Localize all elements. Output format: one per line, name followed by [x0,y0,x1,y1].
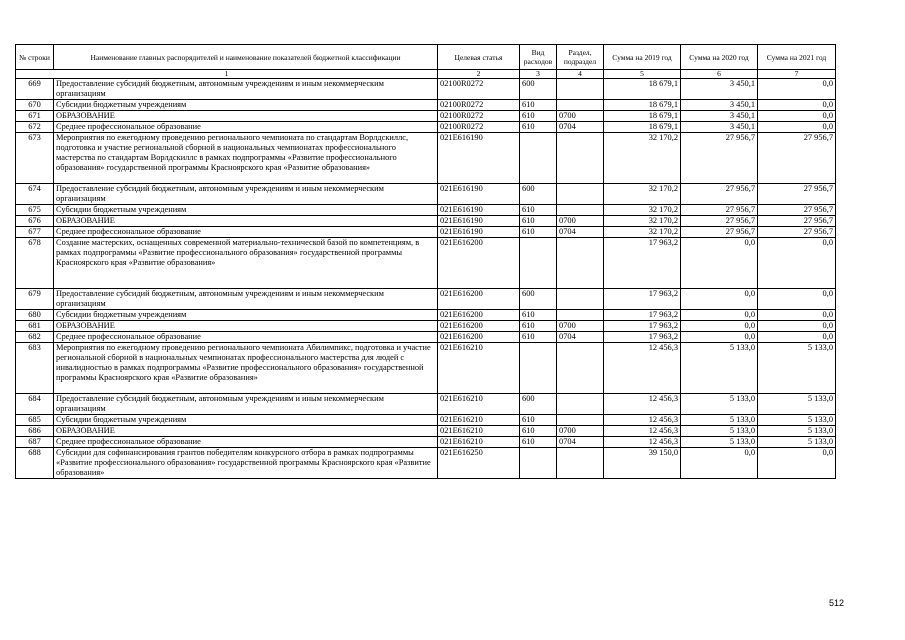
sum-2020-cell: 3 450,1 [681,100,758,111]
sum-2019-cell: 32 170,2 [604,184,681,205]
target-article-cell: 021E616210 [438,394,520,415]
column-index-row [16,70,836,79]
header-sum-2021: Сумма на 2021 год [758,45,836,70]
target-article-cell: 021E616190 [438,216,520,227]
row-name-cell: Предоставление субсидий бюджетным, автономным учреждениям и иным некоммерческим организациям [54,394,438,415]
sum-2019-cell: 18 679,1 [604,122,681,133]
sum-2019-cell: 12 456,3 [604,394,681,415]
sum-2020-cell: 5 133,0 [681,426,758,437]
sum-2020-cell: 5 133,0 [681,394,758,415]
table-row [16,184,836,205]
sum-2019-cell: 32 170,2 [604,133,681,184]
section-cell: 0700 [557,321,604,332]
table-row [16,310,836,321]
section-cell: 0700 [557,111,604,122]
column-index: 6 [681,70,758,79]
row-name-cell: Среднее профессиональное образование [54,122,438,133]
expense-type-cell [520,238,557,289]
row-number-cell: 678 [16,238,54,289]
column-index: 1 [16,70,438,79]
sum-2021-cell: 0,0 [758,310,836,321]
table-row [16,448,836,479]
sum-2020-cell: 5 133,0 [681,343,758,394]
target-article-cell: 021E616190 [438,133,520,184]
section-cell [557,448,604,479]
row-name-cell: Субсидии бюджетным учреждениям [54,100,438,111]
sum-2021-cell: 0,0 [758,122,836,133]
row-number-cell: 672 [16,122,54,133]
row-number-cell: 673 [16,133,54,184]
header-section: Раздел, подраздел [557,45,604,70]
row-name-cell: Создание мастерских, оснащенных современной материально-технической базой по компетенциям, в рамках подпрограммы «Развитие профессионального образования» государственной программы Красноярского края «Развитие образования» [54,238,438,289]
header-expense-type: Вид расходов [520,45,557,70]
header-name: Наименование главных распорядителей и наименование показателей бюджетной классификации [54,45,438,70]
page-number: 512 [829,598,845,608]
column-index: 3 [520,70,557,79]
sum-2020-cell: 27 956,7 [681,205,758,216]
table-row [16,437,836,448]
sum-2021-cell: 0,0 [758,321,836,332]
sum-2021-cell: 0,0 [758,238,836,289]
budget-table [15,44,836,479]
row-name-cell: Среднее профессиональное образование [54,332,438,343]
section-cell: 0704 [557,332,604,343]
row-name-cell: ОБРАЗОВАНИЕ [54,216,438,227]
sum-2020-cell: 0,0 [681,289,758,310]
expense-type-cell [520,448,557,479]
sum-2021-cell: 5 133,0 [758,437,836,448]
sum-2021-cell: 27 956,7 [758,216,836,227]
sum-2019-cell: 18 679,1 [604,100,681,111]
row-number-cell: 686 [16,426,54,437]
target-article-cell: 02100R0272 [438,100,520,111]
table-row [16,111,836,122]
row-name-cell: Предоставление субсидий бюджетным, автономным учреждениям и иным некоммерческим организациям [54,79,438,100]
expense-type-cell [520,343,557,394]
sum-2020-cell: 0,0 [681,332,758,343]
target-article-cell: 02100R0272 [438,122,520,133]
sum-2019-cell: 18 679,1 [604,111,681,122]
section-cell: 0700 [557,216,604,227]
column-index: 2 [438,70,520,79]
row-name-cell: Субсидии для софинансирования грантов победителям конкурсного отбора в рамках подпрограммы «Развитие профессионального образования» государственной программы Красноярского края «Развитие образования» [54,448,438,479]
target-article-cell: 02100R0272 [438,111,520,122]
sum-2020-cell: 0,0 [681,321,758,332]
table-row [16,394,836,415]
row-number-cell: 681 [16,321,54,332]
row-number-cell: 674 [16,184,54,205]
sum-2019-cell: 17 963,2 [604,238,681,289]
target-article-cell: 021E616210 [438,426,520,437]
expense-type-cell: 610 [520,100,557,111]
target-article-cell: 021E616210 [438,437,520,448]
sum-2021-cell: 5 133,0 [758,343,836,394]
sum-2019-cell: 17 963,2 [604,310,681,321]
sum-2021-cell: 0,0 [758,100,836,111]
header-sum-2019: Сумма на 2019 год [604,45,681,70]
target-article-cell: 021E616190 [438,205,520,216]
row-name-cell: Предоставление субсидий бюджетным, автономным учреждениям и иным некоммерческим организациям [54,289,438,310]
sum-2020-cell: 27 956,7 [681,133,758,184]
sum-2020-cell: 0,0 [681,448,758,479]
section-cell [557,289,604,310]
row-name-cell: Предоставление субсидий бюджетным, автономным учреждениям и иным некоммерческим организациям [54,184,438,205]
sum-2021-cell: 27 956,7 [758,133,836,184]
sum-2020-cell: 0,0 [681,238,758,289]
target-article-cell: 021E616210 [438,415,520,426]
section-cell: 0700 [557,426,604,437]
header-row-number: № строки [16,45,54,70]
sum-2019-cell: 32 170,2 [604,205,681,216]
section-cell [557,394,604,415]
row-number-cell: 677 [16,227,54,238]
sum-2019-cell: 12 456,3 [604,426,681,437]
sum-2021-cell: 5 133,0 [758,415,836,426]
sum-2021-cell: 0,0 [758,289,836,310]
sum-2019-cell: 32 170,2 [604,227,681,238]
expense-type-cell: 610 [520,205,557,216]
sum-2021-cell: 0,0 [758,79,836,100]
sum-2020-cell: 3 450,1 [681,79,758,100]
row-name-cell: Субсидии бюджетным учреждениям [54,310,438,321]
sum-2019-cell: 17 963,2 [604,289,681,310]
table-row [16,79,836,100]
section-cell [557,310,604,321]
sum-2021-cell: 27 956,7 [758,205,836,216]
table-row [16,133,836,184]
table-row [16,426,836,437]
target-article-cell: 021E616190 [438,227,520,238]
sum-2019-cell: 39 150,0 [604,448,681,479]
row-name-cell: Среднее профессиональное образование [54,227,438,238]
row-number-cell: 670 [16,100,54,111]
target-article-cell: 021E616200 [438,238,520,289]
expense-type-cell: 610 [520,426,557,437]
table-row [16,289,836,310]
sum-2020-cell: 27 956,7 [681,227,758,238]
expense-type-cell: 600 [520,394,557,415]
row-number-cell: 688 [16,448,54,479]
target-article-cell: 02100R0272 [438,79,520,100]
expense-type-cell: 600 [520,184,557,205]
table-row [16,238,836,289]
target-article-cell: 021E616250 [438,448,520,479]
row-name-cell: Мероприятия по ежегодному проведению регионального чемпионата Абилимпикс, подготовка и участие региональной сборной в национальных чемпионатах профессионального мастерства для людей с инвалидностью в рамках подпрограммы «Развитие профессионального образования» государственной программы Красноярского края «Развитие образования» [54,343,438,394]
table-row [16,122,836,133]
section-cell [557,133,604,184]
row-number-cell: 685 [16,415,54,426]
sum-2021-cell: 0,0 [758,448,836,479]
table-row [16,227,836,238]
section-cell [557,100,604,111]
target-article-cell: 021E616200 [438,310,520,321]
expense-type-cell: 610 [520,122,557,133]
sum-2019-cell: 12 456,3 [604,437,681,448]
target-article-cell: 021E616200 [438,332,520,343]
target-article-cell: 021E616190 [438,184,520,205]
expense-type-cell: 610 [520,111,557,122]
expense-type-cell: 600 [520,79,557,100]
row-number-cell: 682 [16,332,54,343]
sum-2019-cell: 32 170,2 [604,216,681,227]
expense-type-cell: 610 [520,332,557,343]
column-index: 4 [557,70,604,79]
row-number-cell: 669 [16,79,54,100]
row-number-cell: 671 [16,111,54,122]
sum-2020-cell: 0,0 [681,310,758,321]
header-sum-2020: Сумма на 2020 год [681,45,758,70]
sum-2020-cell: 3 450,1 [681,111,758,122]
table-header-row [16,45,836,70]
table-row [16,321,836,332]
column-index: 5 [604,70,681,79]
row-name-cell: Среднее профессиональное образование [54,437,438,448]
sum-2021-cell: 27 956,7 [758,184,836,205]
row-name-cell: ОБРАЗОВАНИЕ [54,111,438,122]
target-article-cell: 021E616210 [438,343,520,394]
sum-2021-cell: 5 133,0 [758,394,836,415]
sum-2019-cell: 17 963,2 [604,332,681,343]
table-row [16,415,836,426]
sum-2019-cell: 18 679,1 [604,79,681,100]
row-number-cell: 679 [16,289,54,310]
section-cell [557,79,604,100]
sum-2020-cell: 5 133,0 [681,415,758,426]
row-number-cell: 675 [16,205,54,216]
section-cell: 0704 [557,122,604,133]
row-name-cell: ОБРАЗОВАНИЕ [54,321,438,332]
row-name-cell: Мероприятия по ежегодному проведению регионального чемпионата по стандартам Ворлдскиллс, подготовка и участие региональной сборной в национальных чемпионатах профессионального мастерства по стандартам Ворлдскиллс в рамках подпрограммы «Развитие профессионального образования» государственной программы Красноярского края «Развитие образования» [54,133,438,184]
row-name-cell: ОБРАЗОВАНИЕ [54,426,438,437]
expense-type-cell: 610 [520,437,557,448]
sum-2020-cell: 27 956,7 [681,216,758,227]
table-row [16,205,836,216]
row-number-cell: 676 [16,216,54,227]
section-cell [557,343,604,394]
table-row [16,100,836,111]
section-cell [557,238,604,289]
sum-2020-cell: 3 450,1 [681,122,758,133]
column-index: 7 [758,70,836,79]
section-cell: 0704 [557,437,604,448]
header-target-article: Целевая статья [438,45,520,70]
sum-2020-cell: 5 133,0 [681,437,758,448]
sum-2019-cell: 12 456,3 [604,415,681,426]
row-number-cell: 683 [16,343,54,394]
row-number-cell: 684 [16,394,54,415]
target-article-cell: 021E616200 [438,321,520,332]
sum-2020-cell: 27 956,7 [681,184,758,205]
expense-type-cell: 600 [520,289,557,310]
sum-2021-cell: 27 956,7 [758,227,836,238]
expense-type-cell: 610 [520,310,557,321]
sum-2019-cell: 17 963,2 [604,321,681,332]
expense-type-cell: 610 [520,216,557,227]
section-cell [557,205,604,216]
row-name-cell: Субсидии бюджетным учреждениям [54,415,438,426]
sum-2021-cell: 5 133,0 [758,426,836,437]
sum-2019-cell: 12 456,3 [604,343,681,394]
row-name-cell: Субсидии бюджетным учреждениям [54,205,438,216]
expense-type-cell: 610 [520,415,557,426]
section-cell: 0704 [557,227,604,238]
table-row [16,216,836,227]
row-number-cell: 687 [16,437,54,448]
table-row [16,332,836,343]
expense-type-cell [520,133,557,184]
table-row [16,343,836,394]
sum-2021-cell: 0,0 [758,332,836,343]
section-cell [557,415,604,426]
sum-2021-cell: 0,0 [758,111,836,122]
section-cell [557,184,604,205]
expense-type-cell: 610 [520,321,557,332]
target-article-cell: 021E616200 [438,289,520,310]
expense-type-cell: 610 [520,227,557,238]
row-number-cell: 680 [16,310,54,321]
